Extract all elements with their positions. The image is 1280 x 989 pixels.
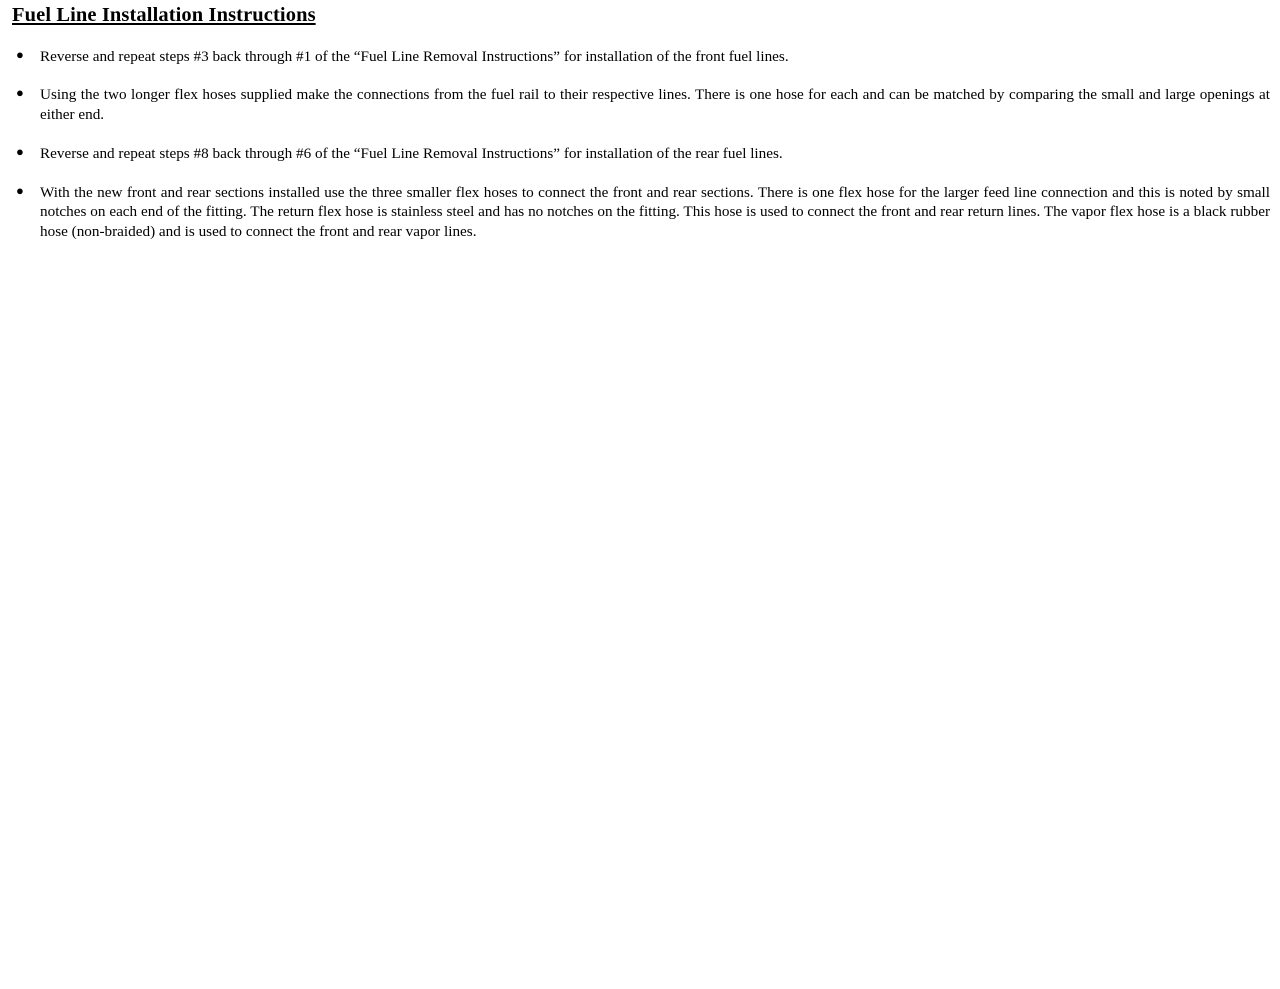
- bullet-icon: ●: [16, 182, 24, 198]
- list-gap: [6, 125, 1274, 144]
- list-item: [6, 144, 1274, 164]
- list-item-text: With the new front and rear sections installed use the three smaller flex hoses to connect the front and rear sections. There is one flex hose for the larger feed line connection and this is noted by small notches on each end of the fitting. The return flex hose is stainless steel and has no notches on the fitting. This hose is used to connect the front and rear return lines. The vapor flex hose is a black rubber hose (non-braided) and is used to connect the front and rear vapor lines.: [40, 183, 1270, 241]
- list-item: [6, 47, 1274, 67]
- bullet-icon: ●: [16, 85, 24, 101]
- instruction-list: [6, 47, 1274, 242]
- list-gap: [6, 164, 1274, 183]
- bullet-icon: ●: [16, 46, 24, 62]
- list-item-text: Using the two longer flex hoses supplied make the connections from the fuel rail to their respective lines. There is one hose for each and can be matched by comparing the small and large openings at either end.: [40, 86, 1270, 124]
- title-spacer: [6, 28, 1274, 47]
- page-title: Fuel Line Installation Instructions: [12, 4, 316, 26]
- list-gap: [6, 66, 1274, 85]
- list-item-text: Reverse and repeat steps #3 back through #1 of the “Fuel Line Removal Instructions” for installation of the front fuel lines.: [40, 47, 789, 65]
- list-item: [6, 183, 1274, 242]
- bullet-icon: ●: [16, 143, 24, 159]
- list-item: [6, 85, 1274, 125]
- list-item-text: Reverse and repeat steps #8 back through #6 of the “Fuel Line Removal Instructions” for installation of the rear fuel lines.: [40, 144, 783, 162]
